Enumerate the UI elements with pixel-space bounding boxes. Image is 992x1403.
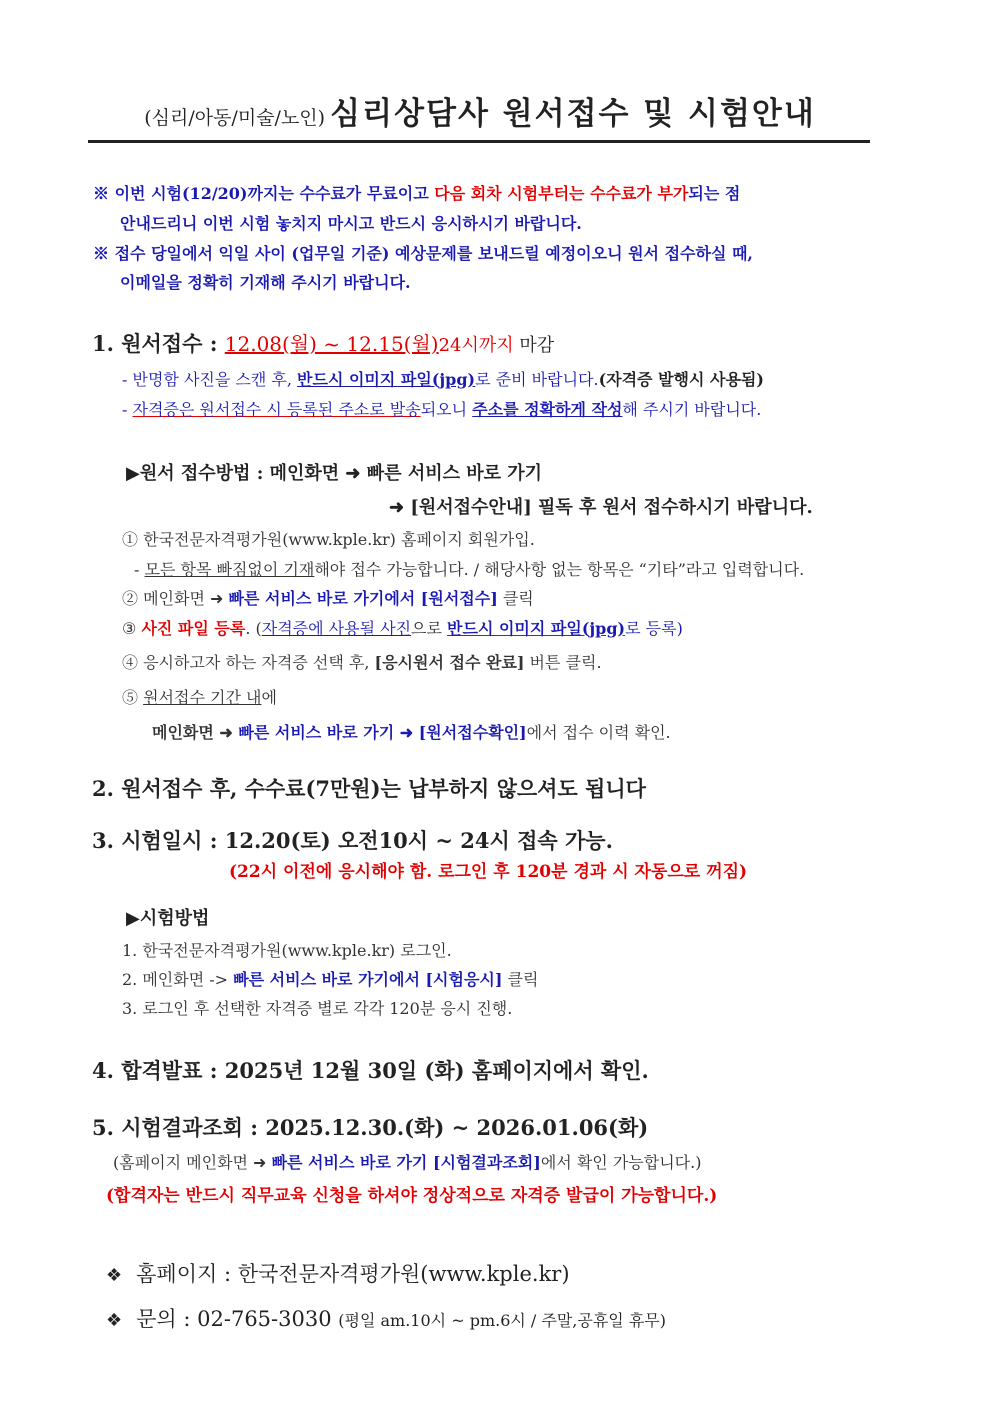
notice-2-line-1: ※ 접수 당일에서 익일 사이 (업무일 기준) 예상문제를 보내드릴 예정이오니 원서 접수하실 때, <box>93 244 753 263</box>
footer-homepage: ❖ 홈페이지 : 한국전문자격평가원(www.kple.kr) <box>106 1262 570 1286</box>
notice-2-line-2: 이메일을 정확히 기재해 주시기 바랍니다. <box>120 273 411 292</box>
apply-step-5: ⑤ 원서접수 기간 내에 <box>122 688 277 707</box>
title-main: 심리상담사 원서접수 및 시험안내 <box>330 96 816 132</box>
title-underline <box>88 140 870 143</box>
notice-1-line-1: ※ 이번 시험(12/20)까지는 수수료가 무료이고 다음 회차 시험부터는 수수료가 부가되는 점 <box>93 184 741 203</box>
exam-step-2: 2. 메인화면 -> 빠른 서비스 바로 가기에서 [시험응시] 클릭 <box>122 970 539 989</box>
section-3-note: (22시 이전에 응시해야 함. 로그인 후 120분 경과 시 자동으로 꺼짐) <box>229 862 748 882</box>
apply-method-line-2: ➜ [원서접수안내] 필독 후 원서 접수하시기 바랍니다. <box>389 497 813 518</box>
exam-step-3: 3. 로그인 후 선택한 자격증 별로 각각 120분 응시 진행. <box>122 999 513 1018</box>
section-5-sub: (홈페이지 메인화면 ➜ 빠른 서비스 바로 가기 [시험결과조회]에서 확인 가능합니다.) <box>113 1153 702 1172</box>
apply-step-1-note: - 모든 항목 빠짐없이 기재해야 접수 가능합니다. / 해당사항 없는 항목은 “기타”라고 입력합니다. <box>134 560 805 579</box>
footer-contact: ❖ 문의 : 02-765-3030 (평일 am.10시 ~ pm.6시 / 주말,공휴일 휴무) <box>106 1307 667 1331</box>
apply-step-5-line-2: 메인화면 ➜ 빠른 서비스 바로 가기 ➜ [원서접수확인]에서 접수 이력 확인. <box>152 723 671 742</box>
section-5-heading: 5. 시험결과조회 : 2025.12.30.(화) ~ 2026.01.06(화) <box>92 1115 649 1140</box>
section-3-heading: 3. 시험일시 : 12.20(토) 오전10시 ~ 24시 접속 가능. <box>92 828 613 853</box>
section-1-heading: 1. 원서접수 : 12.08(월) ~ 12.15(월)24시까지 마감 <box>92 331 555 356</box>
section-2-heading: 2. 원서접수 후, 수수료(7만원)는 납부하지 않으셔도 됩니다 <box>92 776 646 801</box>
apply-step-2: ② 메인화면 ➜ 빠른 서비스 바로 가기에서 [원서접수] 클릭 <box>122 589 534 608</box>
section-1-sub-1: - 반명함 사진을 스캔 후, 반드시 이미지 파일(jpg)로 준비 바랍니다.(자격증 발행시 사용됨) <box>122 370 764 389</box>
section-4-heading: 4. 합격발표 : 2025년 12월 30일 (화) 홈페이지에서 확인. <box>92 1058 649 1083</box>
apply-step-4: ④ 응시하고자 하는 자격증 선택 후, [응시원서 접수 완료] 버튼 클릭. <box>122 653 602 672</box>
apply-method-line-1: ▶원서 접수방법 : 메인화면 ➜ 빠른 서비스 바로 가기 <box>126 463 543 484</box>
diamond-bullet-icon: ❖ <box>106 1265 123 1286</box>
apply-step-1: ① 한국전문자격평가원(www.kple.kr) 홈페이지 회원가입. <box>122 530 535 549</box>
apply-step-3: ③ 사진 파일 등록. (자격증에 사용될 사진으로 반드시 이미지 파일(jpg)로 등록) <box>122 619 683 638</box>
document-title <box>90 88 870 133</box>
section-5-note: (합격자는 반드시 직무교육 신청을 하셔야 정상적으로 자격증 발급이 가능합니다.) <box>106 1186 718 1206</box>
exam-step-1: 1. 한국전문자격평가원(www.kple.kr) 로그인. <box>122 941 452 960</box>
diamond-bullet-icon: ❖ <box>106 1310 123 1331</box>
title-prefix: (심리/아동/미술/노인) <box>144 107 326 129</box>
exam-method-label: ▶시험방법 <box>126 908 210 929</box>
notice-1-line-2: 안내드리니 이번 시험 놓치지 마시고 반드시 응시하시기 바랍니다. <box>120 214 582 233</box>
section-1-sub-2: - 자격증은 원서접수 시 등록된 주소로 발송되오니 주소를 정확하게 작성해 주시기 바랍니다. <box>122 400 762 419</box>
